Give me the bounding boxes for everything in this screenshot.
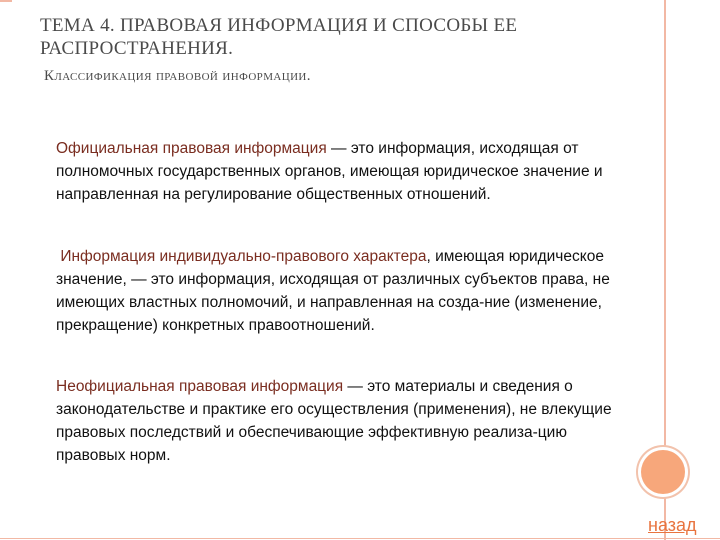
slide-title: ТЕМА 4. ПРАВОВАЯ ИНФОРМАЦИЯ И СПОСОБЫ ЕЕ РАСПРОСТРАНЕНИЯ.	[40, 15, 518, 59]
back-link[interactable]: назад	[648, 515, 697, 535]
frame-line-top	[0, 0, 12, 2]
frame-line-bottom	[0, 538, 720, 539]
paragraph-unofficial	[56, 375, 616, 467]
circle-icon	[641, 450, 685, 494]
paragraph-individual	[56, 245, 626, 337]
term-unofficial: Неофициальная правовая информация	[56, 378, 344, 395]
slide-subtitle: Классификация правовой информации.	[44, 68, 311, 84]
definition-official: — это информация, исходящая от полномочных государственных органов, имеющая юридическое значение и направленная на регулирование общественных отношений.	[56, 140, 603, 203]
term-individual: Информация индивидуально-правового характера	[60, 248, 427, 265]
definition-individual: , имеющая юридическое значение, — это информация, исходящая от различных субъектов права, не имеющих властных полномочий, и направленная на созда-ние (изменение, прекращение) конкретных правоотношений.	[56, 248, 610, 334]
definition-unofficial: — это материалы и сведения о законодательстве и практике его осуществления (применения), не влекущие правовых последствий и обеспечивающие эффективную реализа-цию правовых норм.	[56, 378, 612, 464]
paragraph-official	[56, 137, 616, 206]
term-official: Официальная правовая информация	[56, 140, 327, 157]
